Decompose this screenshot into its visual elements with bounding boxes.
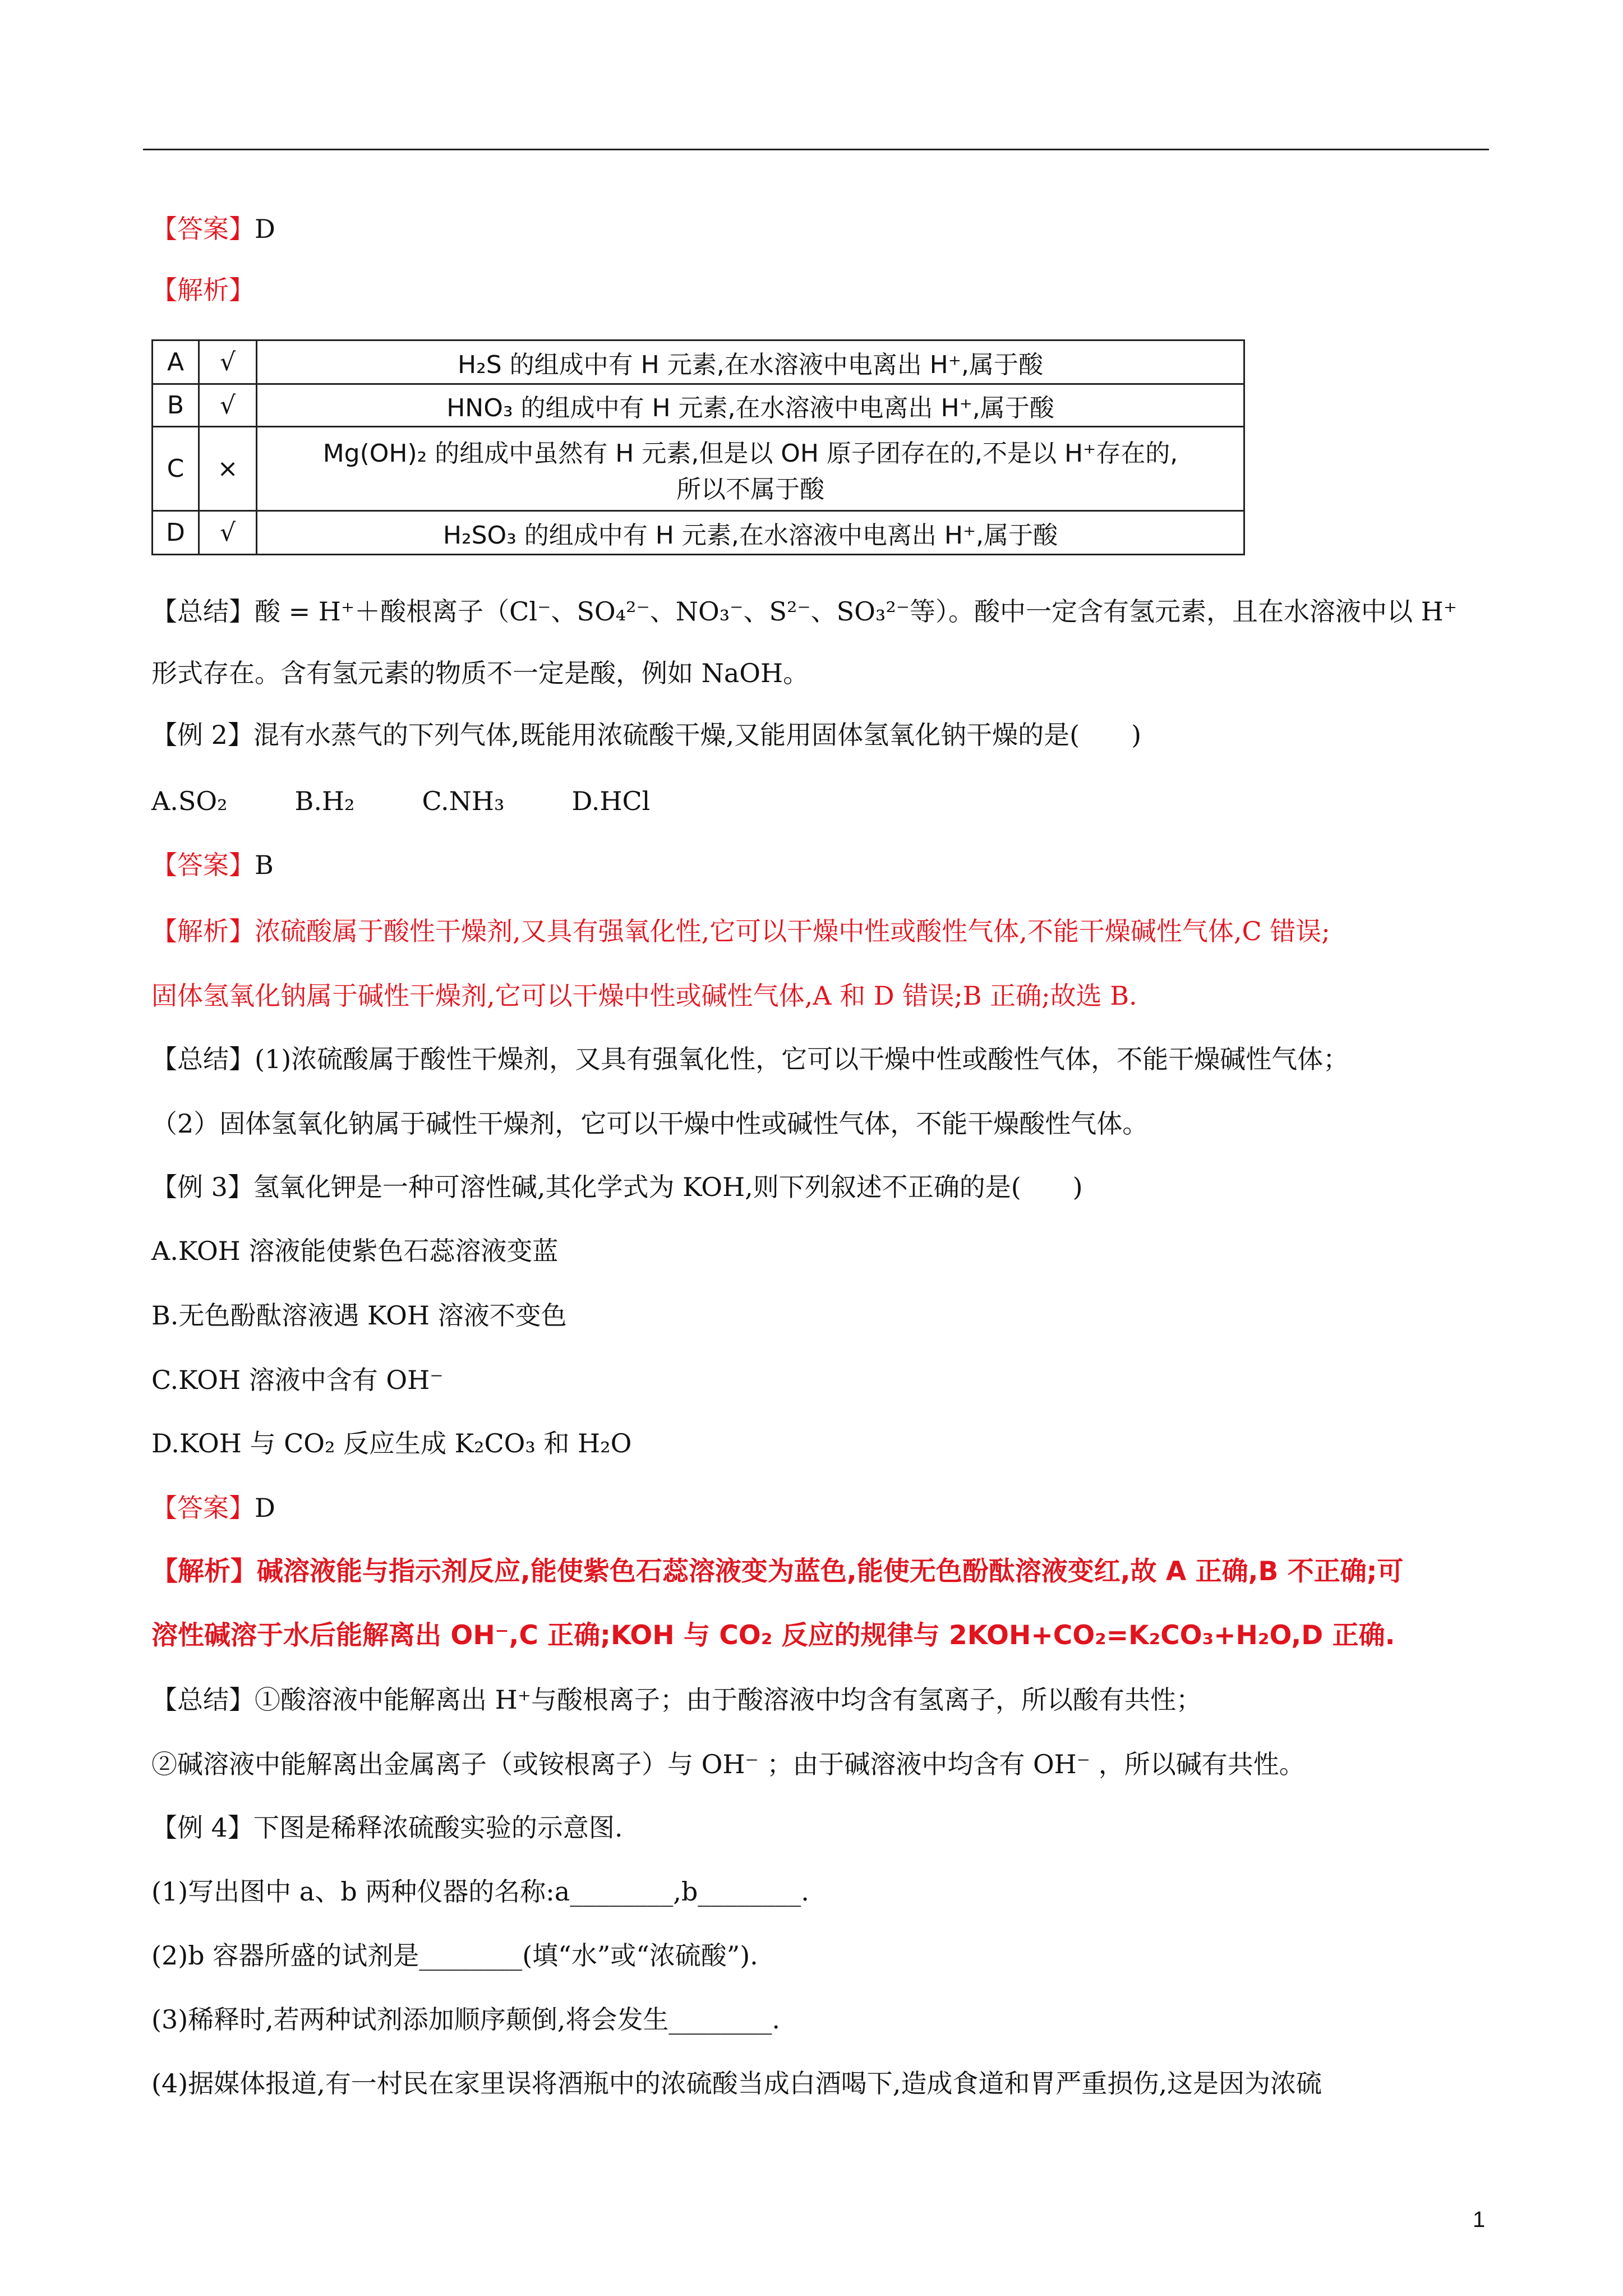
- example-3-option-d: D.KOH 与 CO₂ 反应生成 K₂CO₃ 和 H₂O: [151, 1428, 632, 1458]
- example-3-option-a: A.KOH 溶液能使紫色石蕊溶液变蓝: [151, 1236, 559, 1266]
- example-4-q3: (3)稀释时,若两种试剂添加顺序颠倒,将会发生________.: [151, 2004, 781, 2035]
- row-description: H₂S 的组成中有 H 元素,在水溶液中电离出 H⁺,属于酸: [257, 341, 1244, 384]
- analysis-2-line-2: 固体氢氧化钠属于碱性干燥剂,它可以干燥中性或碱性气体,A 和 D 错误;B 正确;故选 B.: [151, 981, 1137, 1011]
- example-3-option-b: B.无色酚酞溶液遇 KOH 溶液不变色: [151, 1300, 567, 1331]
- analysis-2-line-1: 【解析】浓硫酸属于酸性干燥剂,又具有强氧化性,它可以干燥中性或酸性气体,不能干燥碱性气体,C 错误;: [151, 916, 1330, 946]
- summary-2-line-2: （2）固体氢氧化钠属于碱性干燥剂，它可以干燥中性或碱性气体，不能干燥酸性气体。: [151, 1108, 1149, 1139]
- row-description: Mg(OH)₂ 的组成中虽然有 H 元素,但是以 OH 原子团存在的,不是以 H⁺存在的, 所以不属于酸: [257, 427, 1244, 511]
- example-4-q4: (4)据媒体报道,有一村民在家里误将酒瓶中的浓硫酸当成白酒喝下,造成食道和胃严重损伤,这是因为浓硫: [151, 2068, 1322, 2099]
- example-3-question: 【例 3】氢氧化钾是一种可溶性碱,其化学式为 KOH,则下列叙述不正确的是( ): [151, 1172, 1083, 1202]
- summary-2-line-1: 【总结】(1)浓硫酸属于酸性干燥剂，又具有强氧化性，它可以干燥中性或酸性气体，不能干燥碱性气体；: [151, 1044, 1349, 1074]
- example-2-options: A.SO₂ B.H₂ C.NH₃ D.HCl: [151, 786, 651, 816]
- analysis-1-label: 【解析】: [151, 275, 255, 305]
- answer-1: 【答案】D: [151, 214, 275, 244]
- analysis-3-line-2: 溶性碱溶于水后能解离出 OH⁻,C 正确;KOH 与 CO₂ 反应的规律与 2KOH+CO₂=K₂CO₃+H₂O,D 正确.: [151, 1620, 1395, 1651]
- answer-3: 【答案】D: [151, 1493, 275, 1523]
- row-letter: B: [153, 384, 199, 427]
- example-4-question: 【例 4】下图是稀释浓硫酸实验的示意图.: [151, 1812, 623, 1843]
- row-description: HNO₃ 的组成中有 H 元素,在水溶液中电离出 H⁺,属于酸: [257, 384, 1244, 427]
- summary-3-line-1: 【总结】①酸溶液中能解离出 H⁺与酸根离子；由于酸溶液中均含有氢离子，所以酸有共性；: [151, 1685, 1202, 1715]
- table-row: [153, 384, 1244, 427]
- row-letter: D: [153, 511, 199, 555]
- cross-mark: ×: [199, 427, 257, 511]
- row-letter: C: [153, 427, 199, 511]
- example-4-q1: (1)写出图中 a、b 两种仪器的名称:a________,b________.: [151, 1876, 809, 1907]
- analysis-3-line-1: 【解析】碱溶液能与指示剂反应,能使紫色石蕊溶液变为蓝色,能使无色酚酞溶液变红,故 A 正确,B 不正确;可: [151, 1556, 1404, 1587]
- header-rule: [143, 149, 1489, 150]
- summary-1-line-2: 形式存在。含有氢元素的物质不一定是酸，例如 NaOH。: [151, 658, 809, 688]
- row-description: H₂SO₃ 的组成中有 H 元素,在水溶液中电离出 H⁺,属于酸: [257, 511, 1244, 555]
- check-mark: √: [199, 341, 257, 384]
- table-row: [153, 341, 1244, 384]
- row-letter: A: [153, 341, 199, 384]
- summary-3-line-2: ②碱溶液中能解离出金属离子（或铵根离子）与 OH⁻ ；由于碱溶液中均含有 OH⁻ ，所以碱有共性。: [151, 1749, 1305, 1779]
- summary-1-line-1: 【总结】酸 = H⁺＋酸根离子（Cl⁻、SO₄²⁻、NO₃⁻、S²⁻、SO₃²⁻等）。酸中一定含有氢元素，且在水溶液中以 H⁺: [151, 596, 1458, 627]
- table-row: [153, 511, 1244, 555]
- example-2-question: 【例 2】混有水蒸气的下列气体,既能用浓硫酸干燥,又能用固体氢氧化钠干燥的是( ): [151, 720, 1142, 750]
- check-mark: √: [199, 384, 257, 427]
- table-row: [153, 427, 1244, 511]
- check-mark: √: [199, 511, 257, 555]
- example-4-q2: (2)b 容器所盛的试剂是________(填“水”或“浓硫酸”).: [151, 1940, 758, 1971]
- page-number: 1: [1473, 2207, 1486, 2232]
- analysis-table: [151, 339, 1245, 555]
- example-3-option-c: C.KOH 溶液中含有 OH⁻: [151, 1365, 444, 1395]
- answer-2: 【答案】B: [151, 850, 274, 880]
